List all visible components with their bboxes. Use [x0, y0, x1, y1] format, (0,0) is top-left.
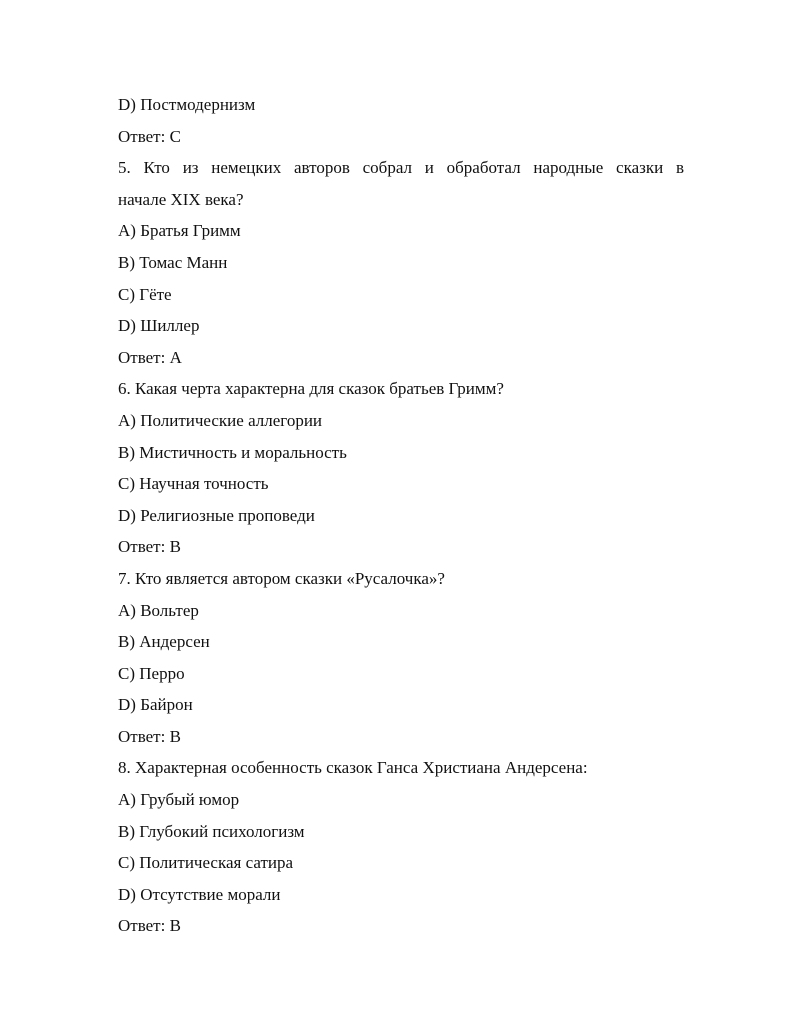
option-b: B) Андерсен [118, 632, 210, 652]
document-page [118, 89, 684, 942]
option-d: D) Отсутствие морали [118, 884, 281, 904]
question-7 [118, 563, 684, 753]
option-c: C) Перро [118, 663, 185, 683]
answer-line: Ответ: B [118, 537, 181, 557]
option-d: D) Шиллер [118, 316, 200, 336]
answer-line: Ответ: B [118, 916, 181, 936]
question-text: 8. Характерная особенность сказок Ганса Христиана Андерсена: [118, 758, 588, 778]
option-c: C) Политическая сатира [118, 853, 294, 873]
option-c: C) Научная точность [118, 474, 269, 494]
option-a: A) Братья Гримм [118, 221, 241, 241]
answer-line: Ответ: C [118, 126, 181, 146]
option-d: D) Религиозные проповеди [118, 505, 315, 525]
question-6 [118, 373, 684, 563]
option-a: A) Политические аллегории [118, 410, 323, 430]
question-text: 7. Кто является автором сказки «Русалочка»? [118, 568, 445, 588]
option-c: C) Гёте [118, 284, 172, 304]
option-b: B) Мистичность и моральность [118, 442, 347, 462]
option-a: A) Вольтер [118, 600, 199, 620]
option-a: A) Грубый юмор [118, 790, 240, 810]
question-8 [118, 752, 684, 942]
option-b: B) Глубокий психологизм [118, 821, 305, 841]
question-5 [118, 152, 684, 373]
question-text: 6. Какая черта характерна для сказок братьев Гримм? [118, 379, 504, 399]
answer-line: Ответ: A [118, 347, 182, 367]
option-d: D) Байрон [118, 695, 193, 715]
option-d: D) Постмодернизм [118, 95, 256, 114]
option-b: B) Томас Манн [118, 252, 228, 272]
question-text-continued: начале XIX века? [118, 189, 244, 209]
answer-line: Ответ: B [118, 726, 181, 746]
question-text: 5. Кто из немецких авторов собрал и обработал народные сказки в [118, 158, 684, 178]
